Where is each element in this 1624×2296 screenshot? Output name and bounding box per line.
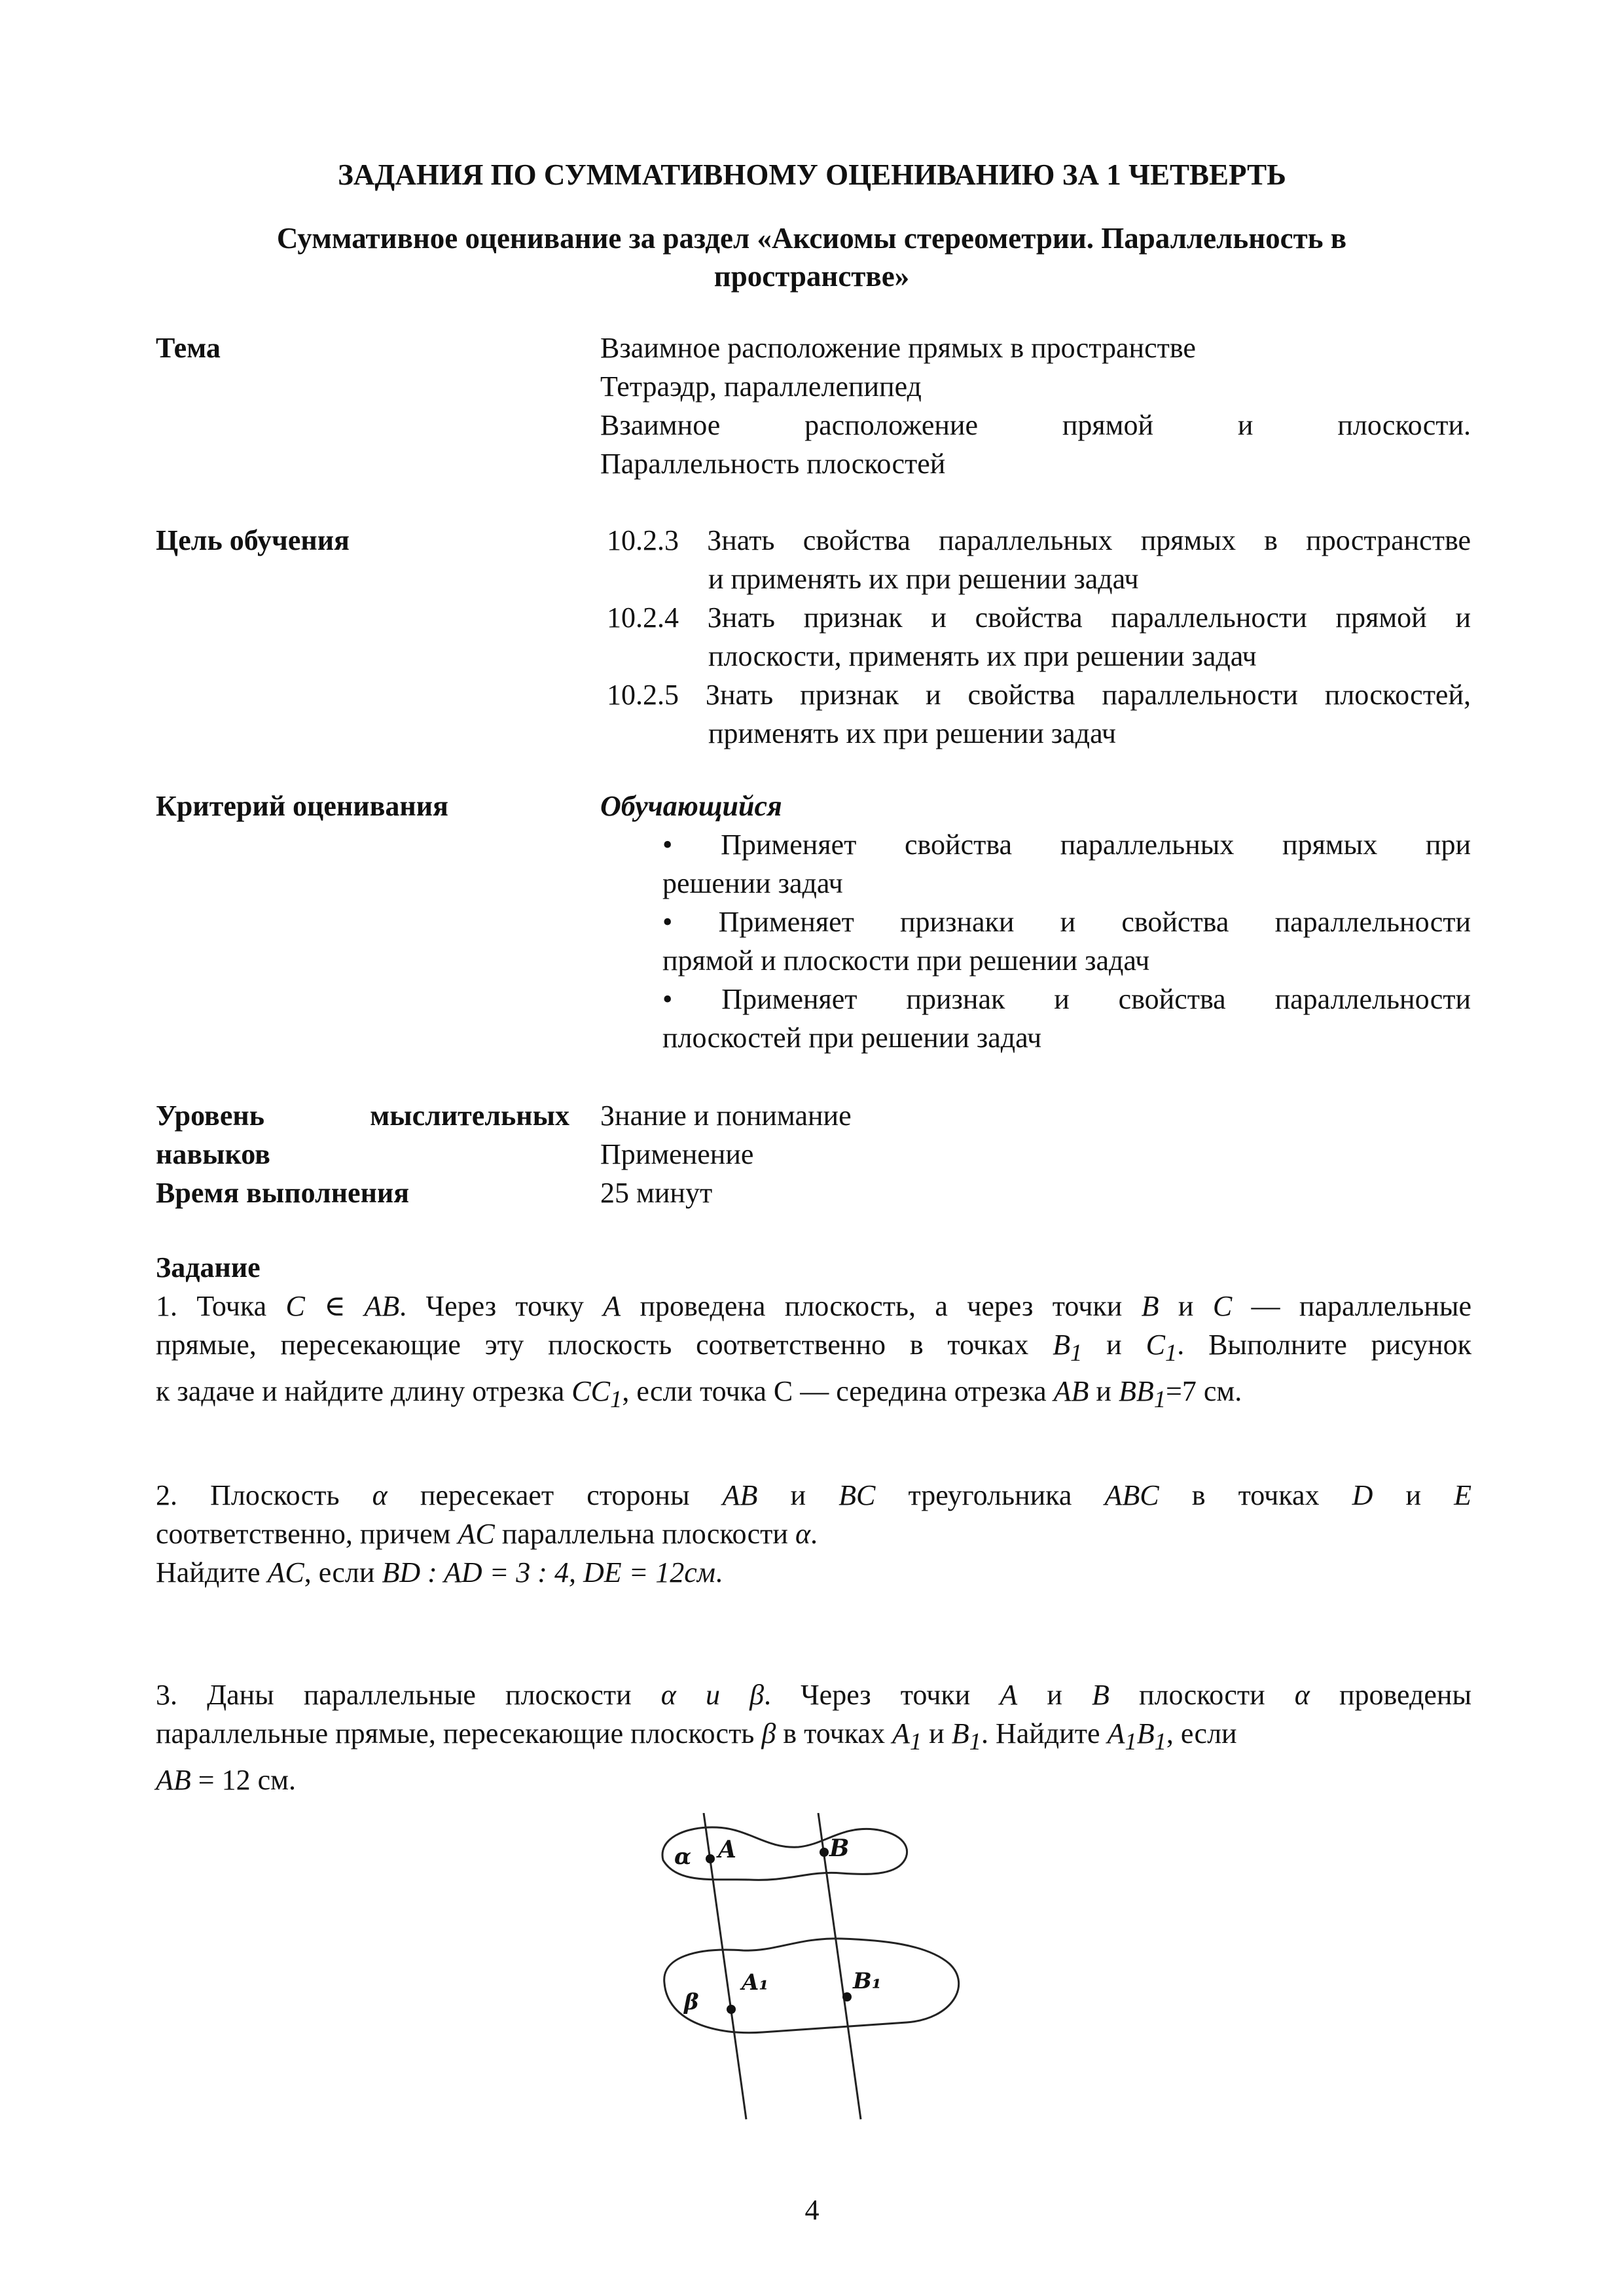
task-2-text: треугольника: [875, 1479, 1105, 1511]
task-3-math: A: [1000, 1679, 1018, 1711]
task-2-math: AC: [267, 1556, 304, 1588]
task-1-text: к задаче и найдите длину отрезка: [156, 1374, 572, 1407]
plane-alpha-outline: [662, 1827, 907, 1880]
task-2-math: D: [1352, 1479, 1373, 1511]
task-1-text: — параллельные: [1232, 1290, 1471, 1322]
task-1-text: , если точка С — середина отрезка: [622, 1374, 1054, 1407]
task-2-text: в точках: [1159, 1479, 1352, 1511]
goal-3-line-1: 10.2.5 Знать признак и свойства параллельности плоскостей,: [607, 679, 1471, 711]
task-3-line-1: [156, 1676, 1471, 1714]
task-3-text: = 12 см.: [190, 1763, 296, 1796]
task-3: [156, 1676, 1471, 1799]
task-3-math: A: [1107, 1717, 1125, 1749]
task-2-text: и: [757, 1479, 839, 1511]
task-3-text: проведены: [1309, 1679, 1472, 1711]
task-3-line-2: [156, 1714, 1471, 1761]
task-3-math: B: [951, 1717, 969, 1749]
goal-2-line-2: плоскости, применять их при решении задач: [708, 640, 1257, 672]
task-2-text: и: [1373, 1479, 1454, 1511]
task-3-math: α и β: [660, 1679, 764, 1711]
task-1-text: и: [1089, 1374, 1119, 1407]
point-b1-dot: [842, 1992, 852, 2001]
task-2-text: .: [810, 1518, 818, 1550]
task-1-line-1: [156, 1287, 1471, 1325]
task-3-text: параллельные прямые, пересекающие плоскость: [156, 1717, 762, 1749]
criterion-value: [600, 787, 1471, 1057]
task-1-math: B: [1053, 1329, 1071, 1361]
time-value: 25 минут: [600, 1177, 713, 1209]
skill-value: [600, 1096, 1471, 1212]
topic-line-2: Тетраэдр, параллелепипед: [600, 370, 922, 403]
subtitle-line-1: Суммативное оценивание за раздел «Аксиомы стереометрии. Параллельность в: [276, 222, 1347, 255]
time-label: Время выполнения: [156, 1177, 410, 1209]
task-3-text: в точках: [776, 1717, 892, 1749]
task-3-math: B: [1136, 1717, 1155, 1749]
task-2-math: E: [1454, 1479, 1472, 1511]
task-3-math: α: [1294, 1679, 1310, 1711]
task-1-subscript: 1: [1070, 1338, 1083, 1366]
task-2-math: α: [795, 1518, 811, 1550]
task-2-text: соответственно, причем: [156, 1518, 458, 1550]
task-1-subscript: 1: [1153, 1385, 1166, 1412]
task-2-text: пересекает стороны: [387, 1479, 723, 1511]
task-3-subscript: 1: [1125, 1727, 1137, 1755]
goal-3-line-2: применять их при решении задач: [708, 717, 1116, 749]
skill-label: [156, 1096, 569, 1212]
label-beta: β: [684, 1989, 699, 2015]
task-1-math: A: [603, 1290, 621, 1322]
task-2-math: AC: [458, 1518, 495, 1550]
task-2-math: α: [372, 1479, 388, 1511]
task-2-math: ABC: [1104, 1479, 1159, 1511]
point-a1-dot: [727, 2005, 736, 2014]
task-2: [156, 1476, 1471, 1592]
criterion-label: Критерий оценивания: [156, 790, 448, 822]
task-2-math: BC: [839, 1479, 876, 1511]
skill-value-2: Применение: [600, 1138, 754, 1170]
task-1-text: и: [1082, 1329, 1146, 1361]
goal-label: Цель обучения: [156, 524, 350, 556]
criterion-3-line-2: плоскостей при решении задач: [662, 1022, 1042, 1054]
task-1-math: AB: [1053, 1374, 1089, 1407]
task-3-math: AB: [156, 1763, 191, 1796]
task-3-math: β: [761, 1717, 776, 1749]
task-3-text: плоскости: [1109, 1679, 1295, 1711]
task-1-subscript: 1: [609, 1385, 623, 1412]
goal-1-line-2: и применять их при решении задач: [708, 563, 1139, 595]
task-2-math: AB: [722, 1479, 758, 1511]
task-3-text: и: [922, 1717, 952, 1749]
criterion-1-line-2: решении задач: [662, 867, 843, 899]
skill-label-line-1: Уровень мыслительных: [156, 1100, 569, 1132]
task-2-line-1: [156, 1476, 1471, 1515]
task-2-text: , если: [304, 1556, 382, 1588]
task-1-text: . Через точку: [399, 1290, 604, 1322]
criterion-2-line-1: • Применяет признаки и свойства параллельности: [662, 906, 1471, 938]
task-1: [156, 1287, 1471, 1418]
task-3-text: , если: [1166, 1717, 1237, 1749]
task-3-math: B: [1092, 1679, 1110, 1711]
parallel-planes-figure: [645, 1813, 995, 2121]
label-a1: A₁: [742, 1969, 769, 1996]
figure-svg: [645, 1813, 995, 2121]
label-b1: B₁: [853, 1968, 882, 1994]
goal-1-line-1: 10.2.3 Знать свойства параллельных прямых в пространстве: [607, 524, 1471, 556]
section-subtitle: [196, 219, 1427, 295]
topic-line-1: Взаимное расположение прямых в пространстве: [600, 332, 1196, 364]
criterion-list: [600, 825, 1471, 1057]
task-1-math: BB: [1118, 1374, 1154, 1407]
task-1-text: проведена плоскость, а через точки: [621, 1290, 1142, 1322]
page-title: ЗАДАНИЯ ПО СУММАТИВНОМУ ОЦЕНИВАНИЮ ЗА 1 ЧЕТВЕРТЬ: [338, 158, 1286, 191]
task-3-subscript: 1: [1154, 1727, 1166, 1755]
task-2-line-2: [156, 1515, 1471, 1553]
topic-line-3: Взаимное расположение прямой и плоскости.: [600, 409, 1471, 441]
task-1-text: =7 см.: [1166, 1374, 1242, 1407]
task-1-text: . Выполните рисунок: [1177, 1329, 1472, 1361]
label-alpha: α: [674, 1844, 692, 1870]
task-1-line-3: [156, 1372, 1471, 1418]
goal-value: [607, 521, 1471, 753]
point-b-dot: [820, 1848, 829, 1857]
task-2-text: параллельна плоскости: [494, 1518, 795, 1550]
task-1-math: C: [1146, 1329, 1165, 1361]
task-1-math: C: [1212, 1290, 1233, 1322]
task-3-text: 3. Даны параллельные плоскости: [156, 1679, 661, 1711]
task-3-text: и: [1017, 1679, 1092, 1711]
task-3-line-3: [156, 1761, 1471, 1799]
task-1-math: CC: [571, 1374, 610, 1407]
tasks-heading: Задание: [156, 1251, 261, 1283]
skill-label-line-2: навыков: [156, 1138, 270, 1170]
criterion-3-line-1: • Применяет признак и свойства параллельности: [662, 983, 1471, 1015]
task-2-text: .: [715, 1556, 723, 1588]
task-1-text: и: [1159, 1290, 1213, 1322]
task-3-text: . Найдите: [981, 1717, 1108, 1749]
task-1-text: прямые, пересекающие эту плоскость соответственно в точках: [156, 1329, 1053, 1361]
task-3-subscript: 1: [969, 1727, 981, 1755]
task-1-line-2: [156, 1325, 1471, 1372]
task-3-subscript: 1: [909, 1727, 922, 1755]
label-b: B: [829, 1835, 850, 1862]
task-3-math: A: [892, 1717, 910, 1749]
point-a-dot: [706, 1854, 715, 1863]
skill-value-1: Знание и понимание: [600, 1100, 852, 1132]
topic-line-4: Параллельность плоскостей: [600, 448, 946, 480]
goal-2-line-1: 10.2.4 Знать признак и свойства параллельности прямой и: [607, 601, 1471, 634]
plane-beta-outline: [664, 1939, 959, 2033]
task-2-line-3: [156, 1553, 1471, 1592]
topic-value: [600, 329, 1471, 483]
task-1-math: B: [1141, 1290, 1159, 1322]
criterion-2-line-2: прямой и плоскости при решении задач: [662, 944, 1150, 977]
task-2-text: 2. Плоскость: [156, 1479, 372, 1511]
criterion-intro: Обучающийся: [600, 790, 782, 822]
task-1-math: C ∈ AB: [285, 1290, 400, 1322]
criterion-1-line-1: • Применяет свойства параллельных прямых при: [662, 829, 1471, 861]
subtitle-line-2: пространстве»: [713, 260, 910, 293]
task-2-text: Найдите: [156, 1556, 268, 1588]
task-1-text: 1. Точка: [156, 1290, 286, 1322]
task-2-math: BD : AD = 3 : 4, DE = 12см: [382, 1556, 715, 1588]
page-number: 4: [804, 2194, 820, 2226]
task-3-text: . Через точки: [764, 1679, 1000, 1711]
topic-label: Тема: [156, 332, 221, 364]
label-a: A: [718, 1836, 736, 1863]
task-1-subscript: 1: [1164, 1338, 1178, 1366]
